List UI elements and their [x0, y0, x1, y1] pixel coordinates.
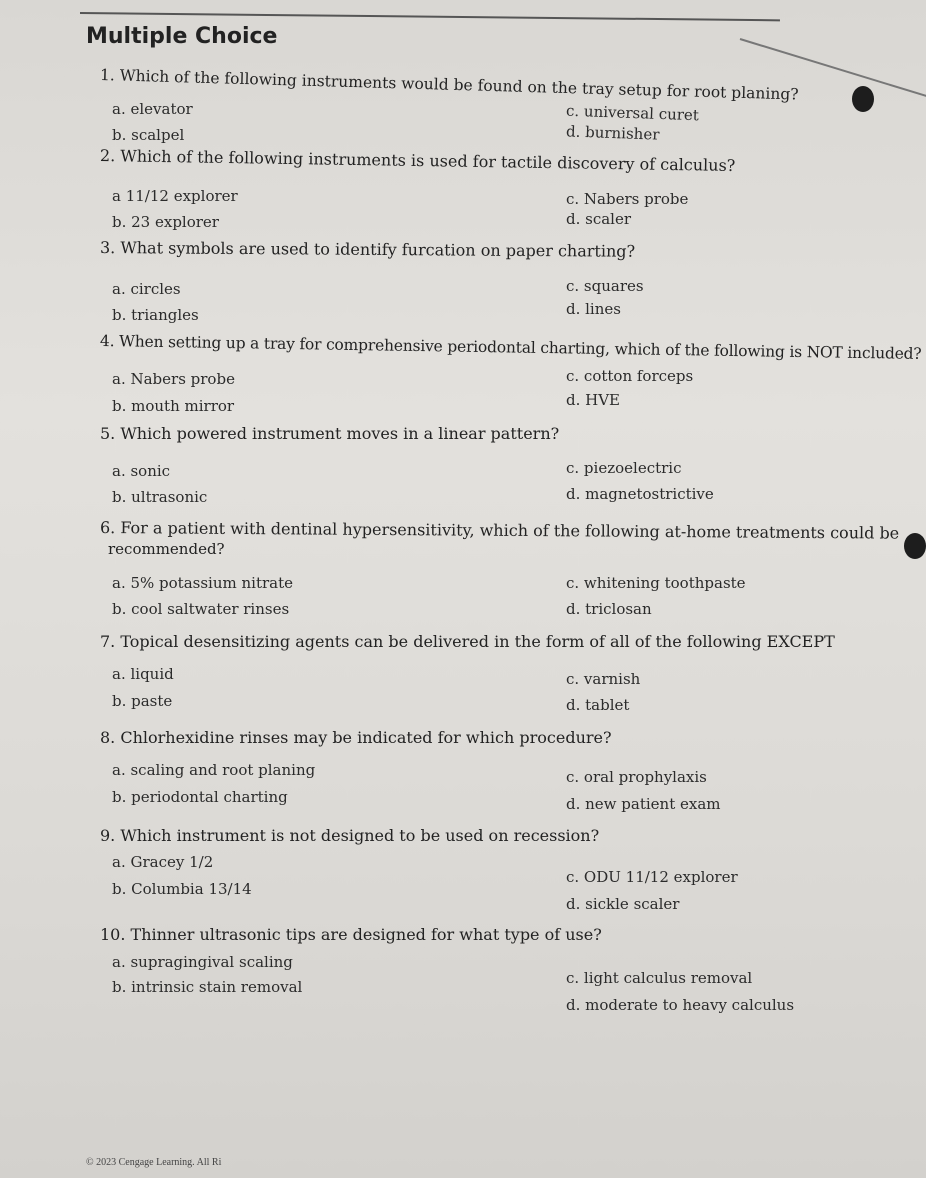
q7-option-a: a. liquid — [112, 665, 174, 683]
question-5: 5. Which powered instrument moves in a linear pattern? — [100, 424, 560, 443]
q9-option-d: d. sickle scaler — [566, 895, 680, 913]
q10-option-b: b. intrinsic stain removal — [112, 978, 303, 996]
question-10: 10. Thinner ultrasonic tips are designed for what type of use? — [100, 925, 602, 944]
q6-option-b: b. cool saltwater rinses — [112, 600, 290, 618]
q1-option-a: a. elevator — [112, 100, 193, 118]
q3-option-b: b. triangles — [112, 306, 199, 324]
q9-option-b: b. Columbia 13/14 — [112, 880, 252, 898]
q6-option-d: d. triclosan — [566, 600, 652, 618]
q4-option-a: a. Nabers probe — [112, 370, 235, 388]
q7-option-d: d. tablet — [566, 696, 630, 714]
q9-option-c: c. ODU 11/12 explorer — [566, 868, 738, 886]
q3-option-a: a. circles — [112, 280, 181, 298]
q2-option-a: a 11/12 explorer — [112, 187, 238, 205]
q2-option-d: d. scaler — [566, 210, 632, 228]
q3-option-c: c. squares — [566, 277, 644, 295]
q7-option-b: b. paste — [112, 692, 173, 710]
binder-hole — [852, 86, 874, 112]
q4-option-b: b. mouth mirror — [112, 397, 235, 415]
q8-option-d: d. new patient exam — [566, 795, 721, 813]
q6-option-a: a. 5% potassium nitrate — [112, 574, 293, 592]
q10-option-c: c. light calculus removal — [566, 969, 753, 987]
q10-option-a: a. supragingival scaling — [112, 953, 293, 971]
q10-option-d: d. moderate to heavy calculus — [566, 996, 795, 1014]
q2-option-c: c. Nabers probe — [566, 190, 689, 208]
question-8: 8. Chlorhexidine rinses may be indicated for which procedure? — [100, 728, 612, 747]
q5-option-d: d. magnetostrictive — [566, 485, 714, 503]
q6-option-c: c. whitening toothpaste — [566, 574, 746, 592]
top-rule — [80, 12, 780, 21]
q5-option-c: c. piezoelectric — [566, 459, 682, 477]
q7-option-c: c. varnish — [566, 670, 641, 688]
q8-option-b: b. periodontal charting — [112, 788, 288, 806]
question-7: 7. Topical desensitizing agents can be delivered in the form of all of the following EXCEPT — [100, 632, 835, 651]
q1-option-c: c. universal curet — [565, 101, 700, 125]
q4-option-d: d. HVE — [566, 391, 621, 409]
copyright-footer: © 2023 Cengage Learning. All Ri — [86, 1157, 222, 1168]
q8-option-a: a. scaling and root planing — [112, 761, 316, 779]
question-3: 3. What symbols are used to identify furcation on paper charting? — [99, 238, 636, 261]
question-2: 2. Which of the following instruments is used for tactile discovery of calculus? — [99, 146, 736, 175]
question-9: 9. Which instrument is not designed to be used on recession? — [100, 826, 600, 845]
q1-option-b: b. scalpel — [112, 126, 185, 144]
q3-option-d: d. lines — [566, 300, 621, 318]
question-6-continued: recommended? — [108, 540, 225, 558]
q2-option-b: b. 23 explorer — [112, 213, 219, 231]
q4-option-c: c. cotton forceps — [566, 367, 694, 385]
q5-option-b: b. ultrasonic — [112, 488, 208, 506]
q1-option-d: d. burnisher — [565, 122, 660, 144]
q9-option-a: a. Gracey 1/2 — [112, 853, 214, 871]
question-1: 1. Which of the following instruments would be found on the tray setup for root planing? — [99, 66, 799, 104]
section-heading: Multiple Choice — [86, 24, 278, 49]
question-6: 6. For a patient with dentinal hypersensitivity, which of the following at-home treatments could be — [99, 518, 900, 543]
q8-option-c: c. oral prophylaxis — [566, 768, 707, 786]
binder-hole — [904, 533, 926, 559]
question-4: 4. When setting up a tray for comprehensive periodontal charting, which of the following is NOT included? — [99, 332, 922, 363]
q5-option-a: a. sonic — [112, 462, 171, 480]
